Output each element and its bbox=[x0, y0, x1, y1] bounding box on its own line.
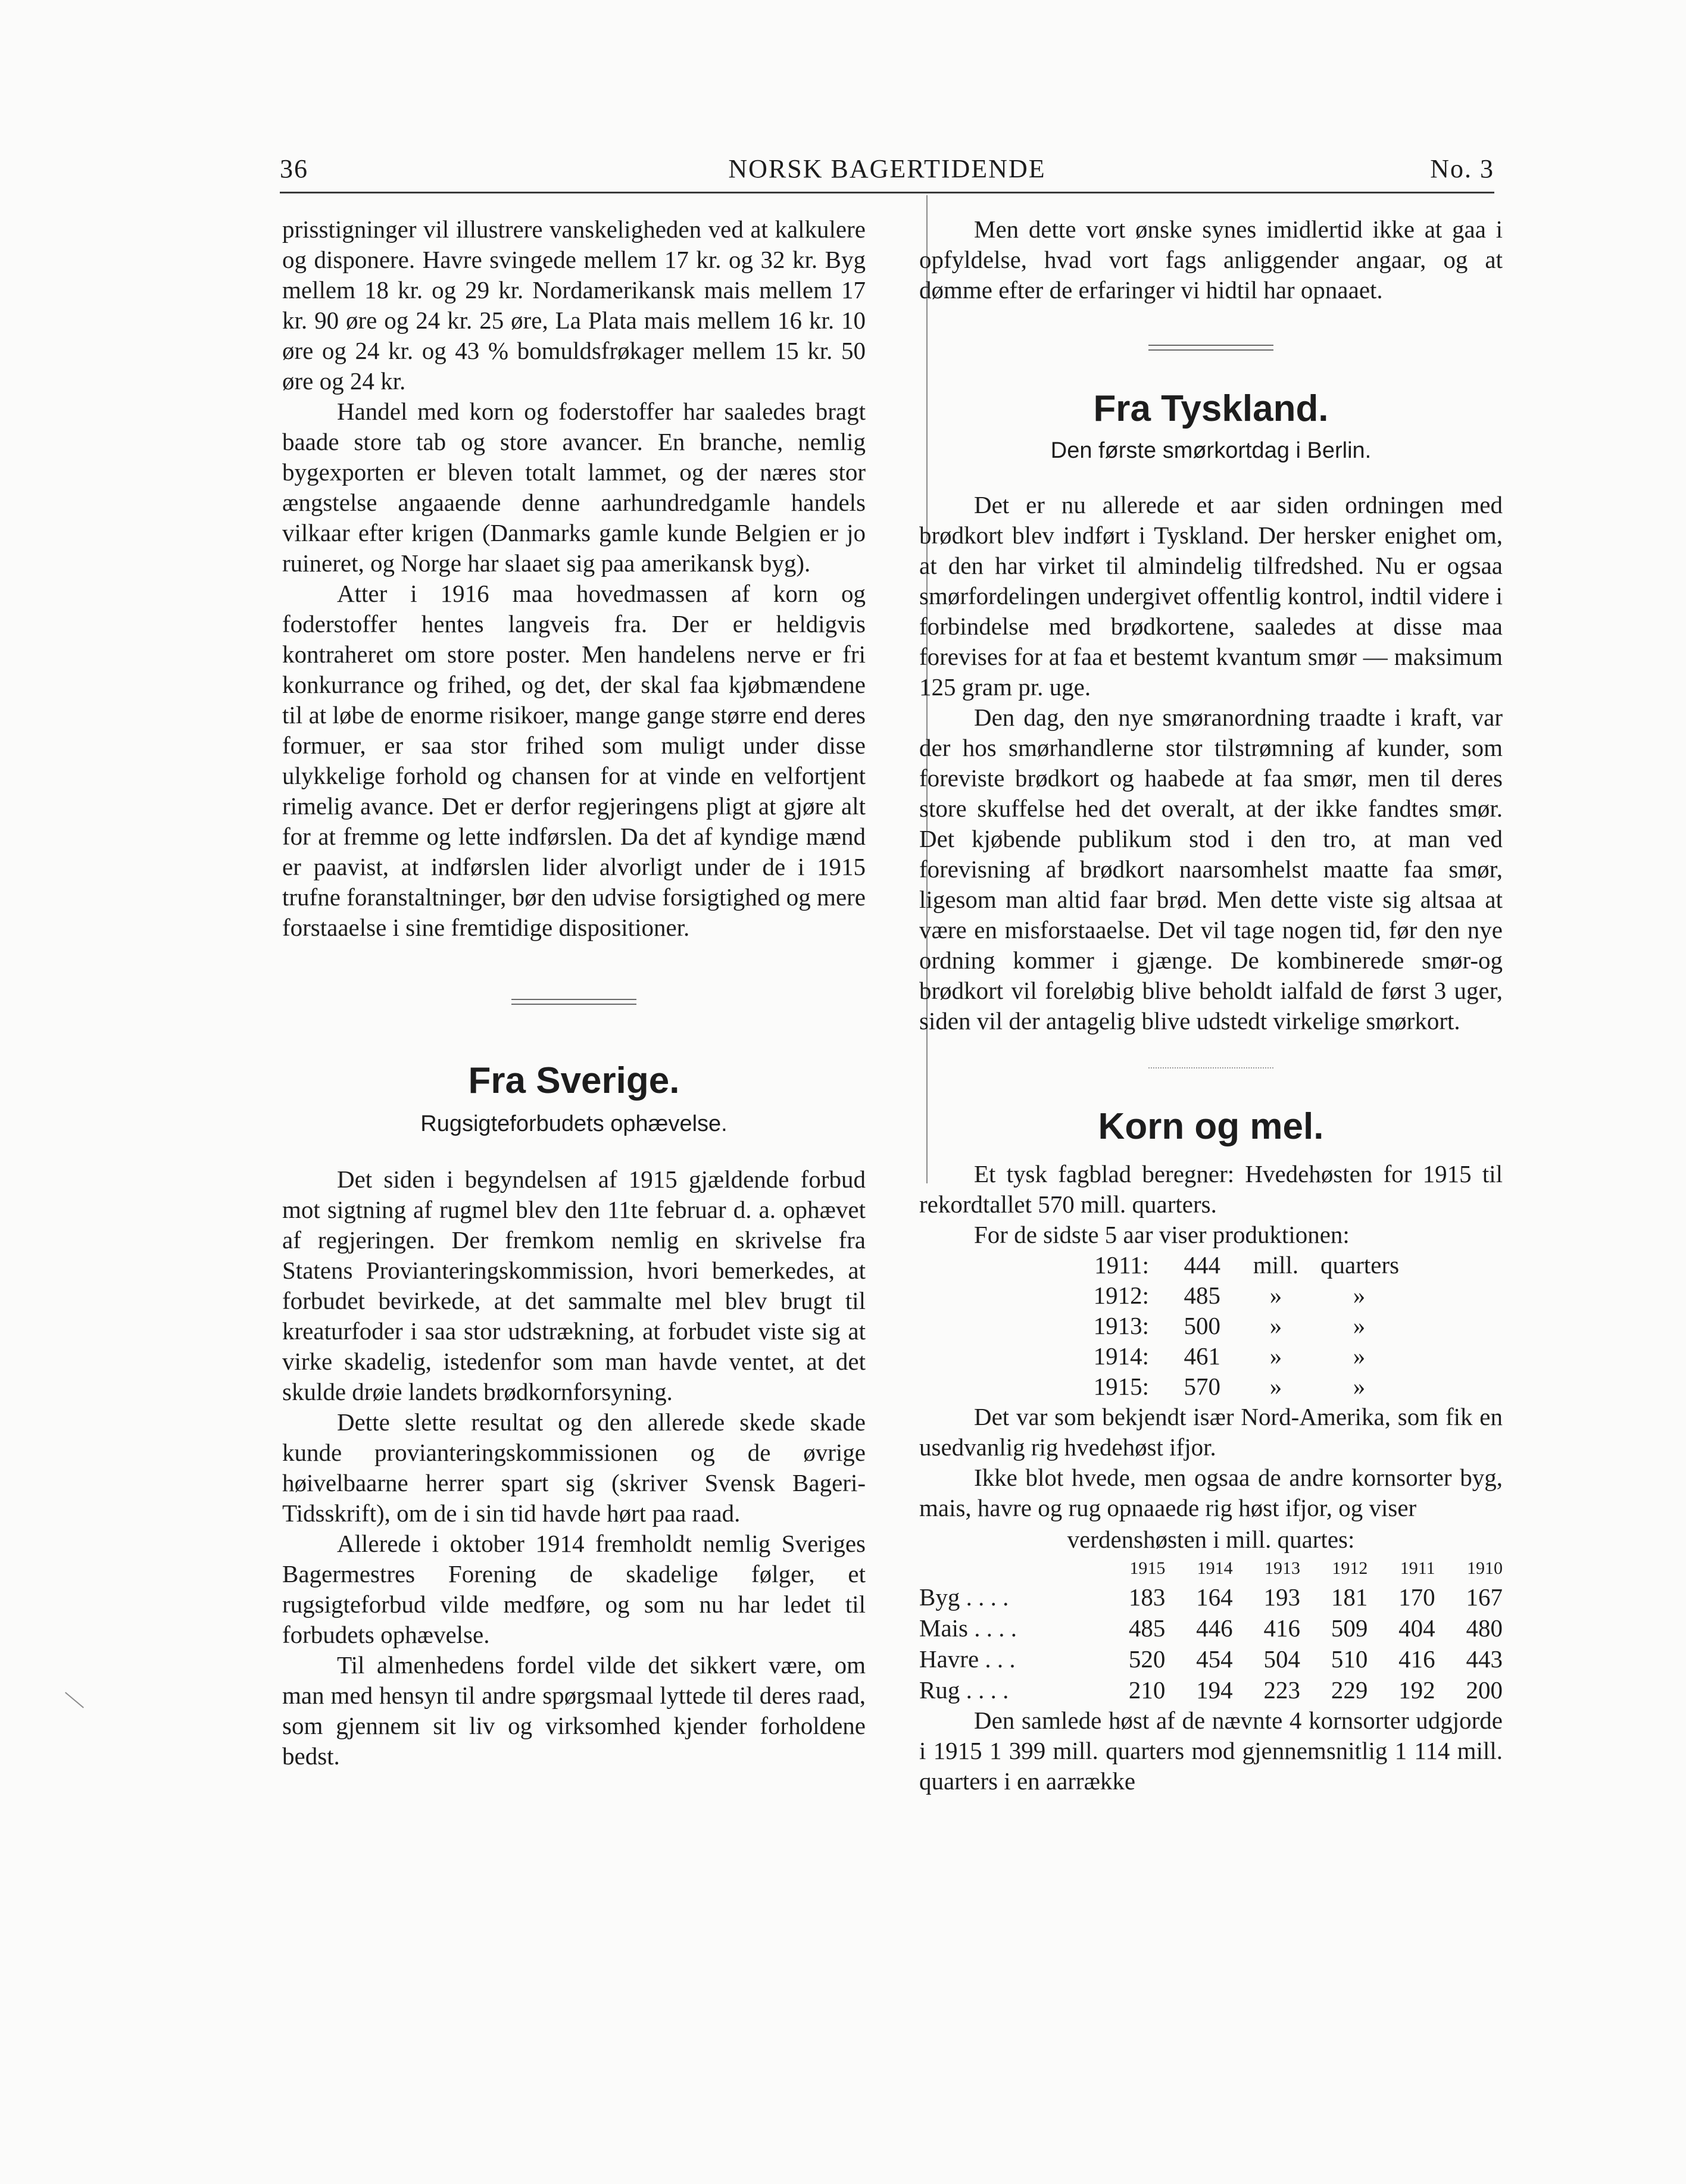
table-cell: 485 bbox=[1128, 1614, 1166, 1642]
article-paragraph: Et tysk fagblad beregner: Hvedehøsten for 1915 til rekordtallet 570 mill. quarters. bbox=[919, 1160, 1503, 1218]
right-column bbox=[919, 214, 1503, 1796]
scan-speck bbox=[65, 1692, 84, 1708]
article-paragraph: Den dag, den nye smøranordning traadte i kraft, var der hos smørhandlerne stor tilstrømning af kunder, som foreviste brødkort og haabede at faa smør, men til deres store skuffelse hed det overalt, at der ikke fandtes smør. Det kjøbende publikum stod i den tro, at man ved forevisning af brødkort naarsomhelst maatte faa smør, ligesom man altid faar brød. Men dette viste sig altsaa at være en misforstaaelse. Det vil tage nogen tid, før den nye ordning kommer i gjænge. De kombinerede smør-og brødkort vil foreløbig blive beholdt ialfald de først 3 uger, siden vil der antagelig blive udstedt virkelige smørkort. bbox=[919, 704, 1503, 1035]
production-unit: » bbox=[1269, 1312, 1282, 1339]
table-cell: 200 bbox=[1466, 1676, 1503, 1704]
article-paragraph: Men dette vort ønske synes imidlertid ikke at gaa i opfyldelse, hvad vort fags anliggender angaar, og at dømme efter de erfaringer vi hidtil har opnaaet. bbox=[919, 215, 1503, 304]
section-title-grain: Korn og mel. bbox=[1098, 1106, 1324, 1147]
article-paragraph: Til almenhedens fordel vilde det sikkert være, om man med hensyn til andre spørgsmaal lyttede til deres raad, som gjennem sit liv og virksomhed kjender forholdene bedst. bbox=[282, 1651, 866, 1770]
table-cell: 520 bbox=[1128, 1645, 1166, 1673]
production-year: 1914: bbox=[1093, 1342, 1149, 1370]
page-header bbox=[280, 154, 1494, 193]
table-header-year: 1915 bbox=[1129, 1558, 1166, 1578]
grain-name: Byg . . . . bbox=[919, 1583, 1009, 1611]
article-paragraph: Det siden i begyndelsen af 1915 gjældende forbud mot sigtning af rugmel blev den 11te februar d. a. ophævet af regjeringen. Der fremkom nemlig en skrivelse fra Statens Provianteringskommission, hvori bemerkedes, at forbudet bevirkede, at det sammalte mel blev brugt til kreaturfoder i saa stor udstrækning, at forbudet viste sig at virke skadelig, istedenfor som man havde ventet, at det skulde drøie landets brødkornforsyning. bbox=[282, 1166, 866, 1405]
table-cell: 480 bbox=[1466, 1614, 1503, 1642]
production-unit: quarters bbox=[1320, 1251, 1400, 1279]
table-cell: 504 bbox=[1263, 1645, 1300, 1673]
production-value: 485 bbox=[1184, 1282, 1220, 1309]
table-cell: 416 bbox=[1398, 1645, 1435, 1673]
grain-name: Havre . . . bbox=[919, 1645, 1016, 1673]
production-unit: » bbox=[1269, 1282, 1282, 1309]
table-cell: 223 bbox=[1263, 1676, 1300, 1704]
article-paragraph: Handel med korn og foderstoffer har saaledes bragt baade store tab og store avancer. En branche, nemlig bygexporten er bleven totalt lammet, og der næres stor ængstelse angaaende denne aarhundredgamle handels vilkaar efter krigen (Danmarks gamle kunde Belgien er jo ruineret, og Norge har slaaet sig paa amerikansk byg). bbox=[282, 398, 866, 577]
production-unit: » bbox=[1353, 1312, 1366, 1339]
production-year: 1911: bbox=[1094, 1251, 1149, 1279]
table-row bbox=[919, 1613, 1503, 1644]
production-unit: » bbox=[1353, 1282, 1366, 1309]
production-unit: » bbox=[1353, 1373, 1366, 1400]
grain-name: Rug . . . . bbox=[919, 1676, 1009, 1704]
production-unit: » bbox=[1269, 1342, 1282, 1370]
production-unit: mill. bbox=[1253, 1251, 1299, 1279]
article-paragraph: Atter i 1916 maa hovedmassen af korn og foderstoffer hentes langveis fra. Der er heldigvis kontraheret om store poster. Men handelens nerve er fri konkurrance og frihed, og det, der skal faa kjøbmændene til at løbe de enorme risikoer, mange gange større end deres formuer, er saa stor frihed som muligt under disse ulykkelige forhold og chansen for at vinde en velfortjent rimelig avance. Det er derfor regjeringens pligt at gjøre alt for at fremme og lette indførslen. Da det af kyndige mænd er paavist, at indførslen lider alvorligt under de i 1915 trufne foranstaltninger, bør den udvise forsigtighed og mere forstaaelse i sine fremtidige dispositioner. bbox=[282, 580, 866, 941]
article-paragraph: Allerede i oktober 1914 fremholdt nemlig Sveriges Bagermestres Forening de skadelige følger, et rugsigteforbud vilde medføre, og som nu har ledet til forbudets ophævelse. bbox=[282, 1530, 866, 1648]
production-value: 570 bbox=[1184, 1373, 1220, 1400]
table-cell: 167 bbox=[1466, 1583, 1503, 1611]
production-value: 500 bbox=[1184, 1312, 1220, 1339]
article-paragraph: Det var som bekjendt især Nord-Amerika, som fik en usedvanlig rig hvedehøst ifjor. bbox=[919, 1403, 1503, 1461]
table-header-year: 1914 bbox=[1197, 1558, 1233, 1578]
production-unit: » bbox=[1269, 1373, 1282, 1400]
section-subtitle-sweden: Rugsigteforbudets ophævelse. bbox=[420, 1111, 728, 1136]
header-rule bbox=[280, 192, 1494, 193]
production-list bbox=[1060, 1250, 1503, 1402]
table-cell: 404 bbox=[1398, 1614, 1435, 1642]
harvest-table bbox=[919, 1555, 1503, 1705]
production-row bbox=[1060, 1311, 1503, 1341]
table-header-year: 1910 bbox=[1467, 1558, 1503, 1578]
article-paragraph: For de sidste 5 aar viser produktionen: bbox=[974, 1221, 1350, 1248]
table-cell: 509 bbox=[1331, 1614, 1368, 1642]
table-cell: 181 bbox=[1331, 1583, 1368, 1611]
table-cell: 183 bbox=[1128, 1583, 1166, 1611]
issue-number: No. 3 bbox=[1430, 154, 1494, 183]
table-row bbox=[919, 1582, 1503, 1613]
article-paragraph: Den samlede høst af de nævnte 4 kornsorter udgjorde i 1915 1 399 mill. quarters mod gjennemsnitlig 1 114 mill. quarters i en aarrække bbox=[919, 1707, 1503, 1795]
production-year: 1912: bbox=[1093, 1282, 1149, 1309]
production-row bbox=[1060, 1280, 1503, 1311]
table-cell: 446 bbox=[1196, 1614, 1233, 1642]
table-cell: 193 bbox=[1263, 1583, 1300, 1611]
left-column bbox=[282, 214, 866, 1771]
table-cell: 510 bbox=[1331, 1645, 1368, 1673]
journal-title: NORSK BAGERTIDENDE bbox=[728, 154, 1046, 183]
article-paragraph: prisstigninger vil illustrere vanskeligheden ved at kalkulere og disponere. Havre svingede mellem 17 kr. og 32 kr. Byg mellem 18 kr. og 29 kr. Nordamerikansk mais mellem 17 kr. 90 øre og 24 kr. 25 øre, La Plata mais mellem 16 kr. 10 øre og 24 kr. og 43 % bomuldsfrøkager mellem 15 kr. 50 øre og 24 kr. bbox=[282, 215, 866, 395]
table-cell: 229 bbox=[1331, 1676, 1368, 1704]
production-unit: » bbox=[1353, 1342, 1366, 1370]
page-number: 36 bbox=[280, 154, 308, 183]
production-value: 461 bbox=[1184, 1342, 1220, 1370]
article-paragraph: Ikke blot hvede, men ogsaa de andre kornsorter byg, mais, havre og rug opnaaede rig høst ifjor, og viser bbox=[919, 1464, 1503, 1521]
section-divider bbox=[511, 999, 636, 1005]
table-cell: 194 bbox=[1196, 1676, 1233, 1704]
section-title-germany: Fra Tyskland. bbox=[1093, 388, 1329, 429]
table-cell: 454 bbox=[1196, 1645, 1233, 1673]
table-cell: 443 bbox=[1466, 1645, 1503, 1673]
article-paragraph: Det er nu allerede et aar siden ordningen med brødkort blev indført i Tyskland. Der hersker enighet om, at den har virket til almindelig tilfredshed. Nu er ogsaa smørfordelingen undergivet offentlig kontrol, indtil videre i forbindelse med brødkortene, saaledes at disse maa forevises for at faa et bestemt kvantum smør — maksimum 125 gram pr. uge. bbox=[919, 491, 1503, 701]
table-header-empty bbox=[919, 1555, 1098, 1582]
section-subtitle-germany: Den første smørkortdag i Berlin. bbox=[1050, 438, 1372, 463]
table-cell: 416 bbox=[1263, 1614, 1300, 1642]
production-row bbox=[1060, 1250, 1503, 1280]
grain-name: Mais . . . . bbox=[919, 1614, 1017, 1642]
table-header-year: 1913 bbox=[1264, 1558, 1300, 1578]
article-paragraph: Dette slette resultat og den allerede skede skade kunde provianteringskommissionen og de øvrige høivelbaarne herrer spart sig (skriver Svensk Bageri-Tidsskrift), om de i sin tid havde hørt paa raad. bbox=[282, 1408, 866, 1527]
table-header-row bbox=[919, 1555, 1503, 1582]
production-row bbox=[1060, 1341, 1503, 1371]
production-year: 1913: bbox=[1093, 1312, 1149, 1339]
production-year: 1915: bbox=[1093, 1373, 1149, 1400]
table-header-year: 1911 bbox=[1400, 1558, 1435, 1578]
table-cell: 164 bbox=[1196, 1583, 1233, 1611]
table-caption: verdenshøsten i mill. quartes: bbox=[1067, 1526, 1355, 1553]
section-title-sweden: Fra Sverige. bbox=[468, 1060, 680, 1101]
table-cell: 192 bbox=[1398, 1676, 1435, 1704]
table-header-year: 1912 bbox=[1332, 1558, 1368, 1578]
table-row bbox=[919, 1644, 1503, 1674]
table-cell: 210 bbox=[1128, 1676, 1166, 1704]
table-row bbox=[919, 1674, 1503, 1705]
table-cell: 170 bbox=[1398, 1583, 1435, 1611]
production-value: 444 bbox=[1184, 1251, 1220, 1279]
section-divider bbox=[1148, 345, 1273, 351]
production-row bbox=[1060, 1371, 1503, 1402]
